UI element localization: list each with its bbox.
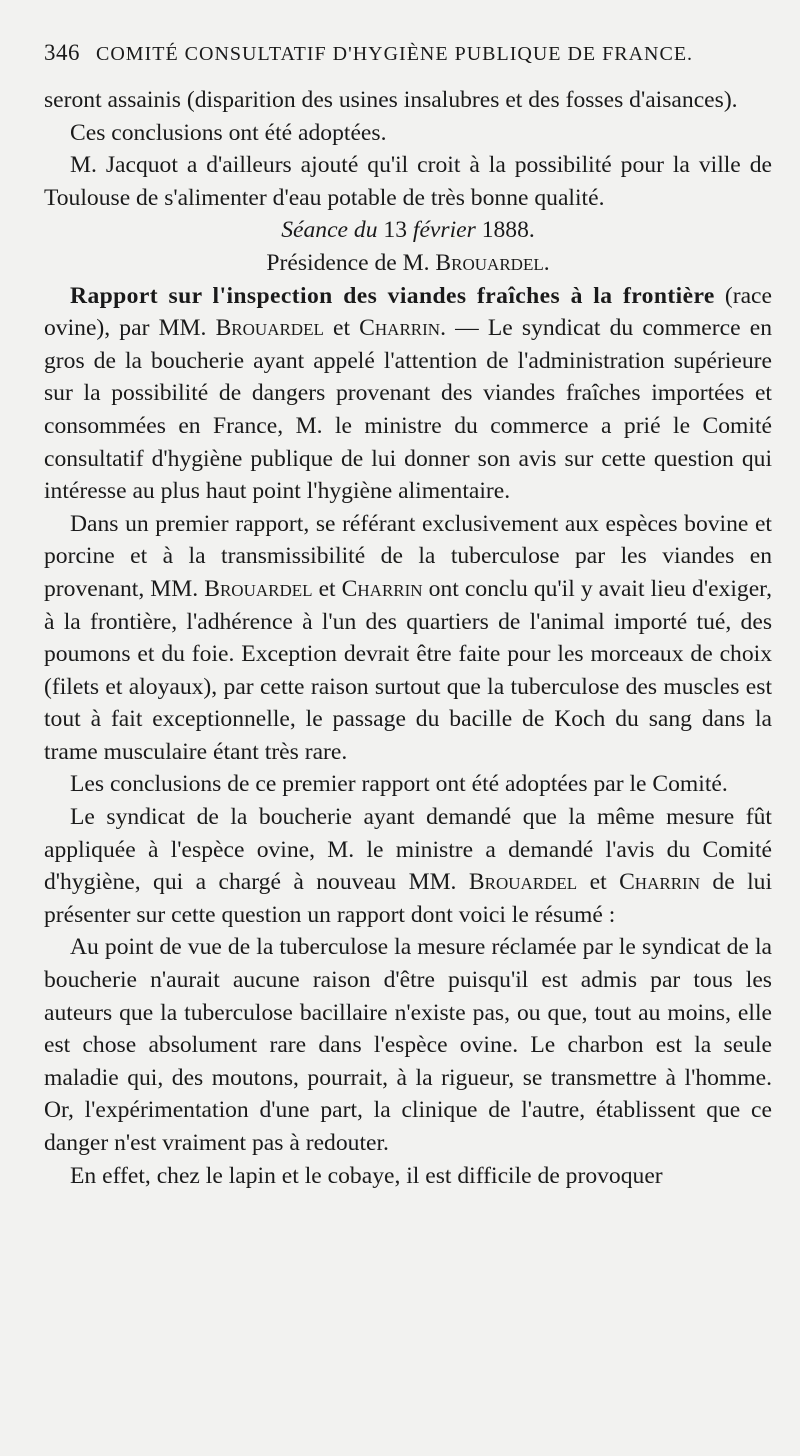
paragraph-jacquot: M. Jacquot a d'ailleurs ajouté qu'il croit à la possibilité pour la ville de Toulouse de s'alimenter d'eau potable de très bonne qualité. bbox=[44, 152, 772, 211]
session-month: février bbox=[407, 217, 476, 244]
report-author-2: Charrin bbox=[359, 315, 441, 342]
session-day: 13 bbox=[383, 217, 407, 244]
session-year: 1888. bbox=[475, 217, 535, 244]
p6-text-3: de lui présenter sur cette question un rapport dont voici le résumé : bbox=[44, 869, 772, 928]
paragraph-report bbox=[44, 280, 772, 508]
body-text bbox=[44, 84, 772, 1192]
paragraph-conclusions-first-report: Les conclusions de ce premier rapport ont été adoptées par le Comité. bbox=[70, 771, 728, 798]
paragraph-continued: seront assainis (disparition des usines insalubres et des fosses d'aisances). bbox=[44, 87, 738, 113]
paragraph-tuberculose: Au point de vue de la tuberculose la mesure réclamée par le syndicat de la boucherie n'aurait aucune raison d'être puisqu'il est admis par tous les auteurs que la tuberculose bacillaire n'existe pas, ou que, tout au moins, elle est chose absolument rare dans l'espèce ovine. Le charbon est la seule maladie qui, des moutons, pourrait, à la rigueur, se transmettre à l'homme. Or, l'expérimentation d'une part, la clinique de l'autre, établissent que ce danger n'est vraiment pas à redouter. bbox=[44, 934, 772, 1156]
report-title: Rapport sur l'inspection des viandes fraîches à la frontière bbox=[70, 282, 715, 309]
session-heading bbox=[44, 214, 772, 247]
p6-text-1: Le syndicat de la boucherie ayant demandé que la même mesure fût appliquée à l'espèce ovine, M. le ministre a demandé l'avis du Comité d'hygiène, qui a chargé à nouveau MM. bbox=[44, 804, 772, 896]
p4-author-1: Brouardel bbox=[204, 575, 313, 602]
p6-author-2: Charrin bbox=[619, 869, 700, 896]
p4-text-2: et bbox=[312, 575, 342, 602]
p4-text-1: Dans un premier rapport, se référant exclusivement aux espèces bovine et porcine et à la transmissibilité de la tuberculose par les viandes en provenant, MM. bbox=[44, 510, 772, 602]
report-text-2: et bbox=[323, 315, 360, 342]
p6-text-2: et bbox=[577, 869, 620, 896]
report-author-1: Brouardel bbox=[215, 315, 324, 342]
p4-author-2: Charrin bbox=[341, 575, 423, 602]
page-number: 346 bbox=[44, 40, 80, 65]
session-du: du bbox=[348, 217, 384, 244]
running-head bbox=[44, 40, 772, 84]
paragraph-conclusions-adopted: Ces conclusions ont été adoptées. bbox=[70, 119, 387, 146]
report-text-3: . — Le syndicat du commerce en gros de la boucherie ayant appelé l'attention de l'administration supérieure sur la possibilité de dangers provenant des viandes fraîches importées et consommées en France, M. le ministre du commerce a prié le Comité consultatif d'hygiène publique de lui donner son avis sur cette question qui intéresse au plus haut point l'hygiène alimentaire. bbox=[44, 315, 772, 505]
presidency-line bbox=[44, 247, 772, 280]
running-title: COMITÉ CONSULTATIF D'HYGIÈNE PUBLIQUE DE FRANCE. bbox=[96, 43, 694, 65]
report-text-1: (race ovine), par MM. bbox=[44, 282, 773, 342]
session-label: Séance bbox=[281, 217, 349, 244]
paragraph-syndicat bbox=[44, 801, 772, 931]
paragraph-en-effet: En effet, chez le lapin et le cobaye, il est difficile de provoquer bbox=[70, 1162, 663, 1189]
p6-author-1: Brouardel bbox=[468, 869, 578, 896]
presidency-name: Brouardel. bbox=[435, 249, 550, 276]
p4-text-3: ont conclu qu'il y avait lieu d'exiger, à la frontière, l'adhérence à l'un des quartiers de l'animal importé tué, des poumons et du foie. Exception devrait être faite pour les morceaux de choix (filets et aloyaux), par cette raison surtout que la tuberculose des muscles est tout à fait exceptionnelle, le passage du bacille de Koch du sang dans la trame musculaire étant très rare. bbox=[44, 575, 772, 765]
presidency-prefix: Présidence de M. bbox=[266, 249, 436, 276]
paragraph-first-report bbox=[44, 508, 772, 769]
